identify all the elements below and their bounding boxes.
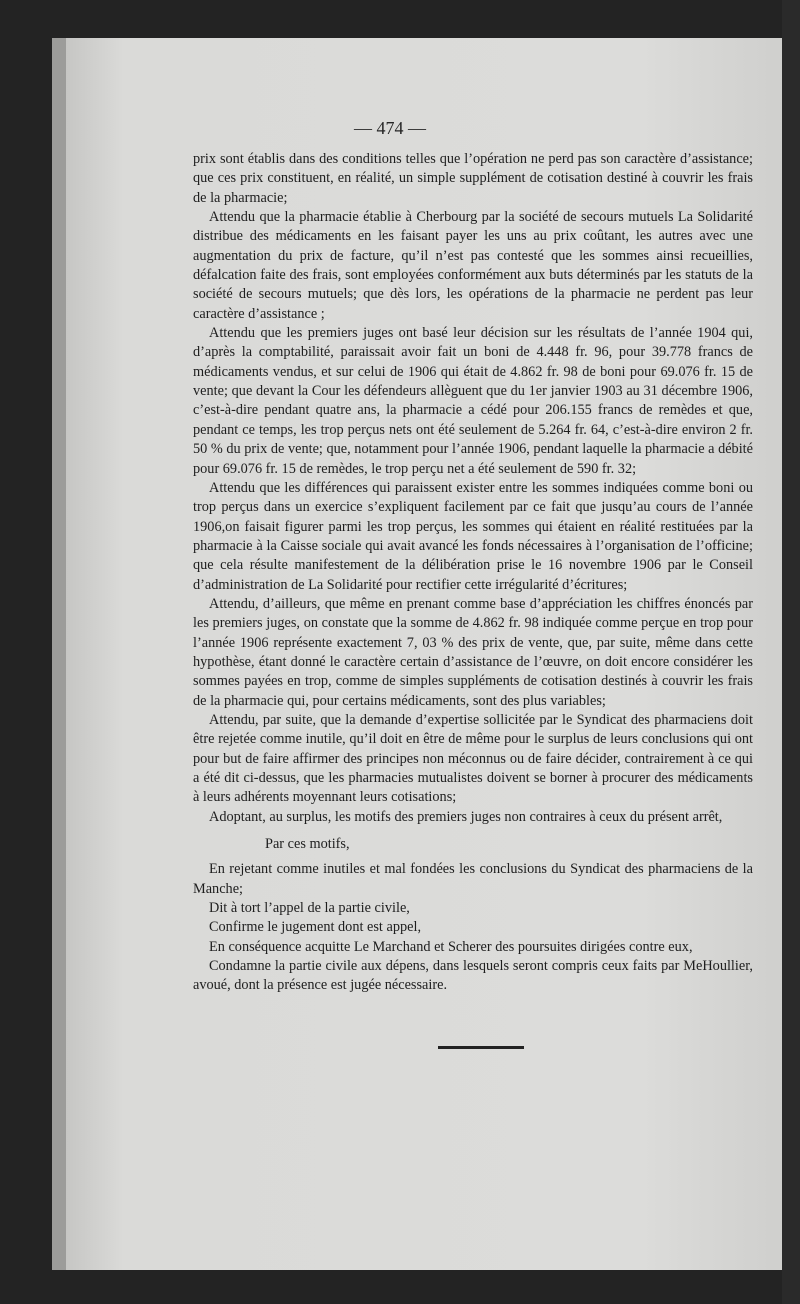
paragraph-attendu-pharmacie: Attendu que la pharmacie établie à Cherbourg par la société de secours mutuels La Solidarité distribue des médicaments en les faisant payer les uns au prix coûtant, les autres avec une augmentation du prix de facture, qu’il n’est pas contesté que les sommes ainsi recueillies, défalcation faite des frais, sont employées conformément aux buts déterminés par les statuts de la société de secours mutuels; que dès lors, les opérations de la pharmacie ne perdent pas leur caractère d’assistance ; — [193, 209, 753, 322]
scan-border — [782, 0, 800, 1304]
dispositif-acquitte: En conséquence acquitte Le Marchand et Scherer des poursuites dirigées contre eux, — [209, 938, 693, 955]
page-number: — 474 — — [354, 118, 426, 138]
dispositif-dit: Dit à tort l’appel de la partie civile, — [209, 900, 410, 917]
dispositif-condamne: Condamne la partie civile aux dépens, dans lesquels seront compris ceux faits par MeHoullier, avoué, dont la présence est jugée nécessaire. — [193, 958, 753, 994]
paragraph-attendu-ailleurs: Attendu, d’ailleurs, que même en prenant comme base d’appréciation les chiffres énoncés par les premiers juges, on constate que la somme de 4.862 fr. 98 indiquée comme perçue en trop pour l’année 1906 représente exactement 7, 03 % des prix de vente, que, par suite, même dans cette hypothèse, étant donné le caractère certain d’assistance de l’œuvre, on doit encore considérer les sommes payées en trop, comme de simples suppléments de cotisation destinés à couvrir les frais de la pharmacie qui, pour certains médicaments, sont des plus variables; — [193, 595, 753, 709]
paragraph-attendu-par-suite: Attendu, par suite, que la demande d’expertise sollicitée par le Syndicat des pharmaciens doit être rejetée comme inutile, qu’il doit en être de même pour le surplus de leurs conclusions qui ont pour but de faire affirmer des principes non méconnus ou de faire décider, contrairement à ce qui a été dit ci-dessus, que les pharmacies mutualistes doivent se borner à procurer des médicaments à leurs adhérents moyennant leurs cotisations; — [193, 711, 753, 806]
paragraph-attendu-differences: Attendu que les différences qui paraissent exister entre les sommes indiquées comme boni ou trop perçus dans un exercice s’expliquent facilement par ce fait que jusqu’au cours de l’année 1906,on faisait figurer parmi les trop perçus, les sommes qui étaient en réalité restituées par la pharmacie à la Caisse sociale qui avait avancé les fonds nécessaires à l’organisation de l’officine; que cela résulte manifestement de la délibération prise le 16 novembre 1906 par le Conseil d’administration de La Solidarité pour rectifier cette irrégularité d’écritures; — [193, 479, 753, 593]
closing-rule — [438, 1046, 524, 1049]
paragraph-adoptant: Adoptant, au surplus, les motifs des premiers juges non contraires à ceux du présent arrêt, — [209, 808, 723, 825]
motifs-heading: Par ces motifs, — [265, 836, 350, 853]
dispositif-confirme: Confirme le jugement dont est appel, — [209, 919, 422, 936]
dispositif-rejetant: En rejetant comme inutiles et mal fondées les conclusions du Syndicat des pharmaciens de la Manche; — [193, 861, 753, 897]
paragraph-attendu-premiers-juges: Attendu que les premiers juges ont basé leur décision sur les résultats de l’année 1904 qui, d’après la comptabilité, paraissait avoir fait un boni de 4.448 fr. 96, pour 39.778 francs de médicaments vendus, et sur celui de 1906 qui était de 4.862 fr. 98 de boni pour 69.076 fr. 15 de vente; que devant la Cour les défendeurs allèguent que du 1er janvier 1903 au 31 décembre 1906, c’est-à-dire pendant quatre ans, la pharmacie a cédé pour 206.155 francs de remèdes et que, pendant ce temps, les trop perçus nets ont été seulement de 5.264 fr. 64, c’est-à-dire environ 2 fr. 50 % du prix de vente; que, notamment pour l’année 1906, pendant laquelle la pharmacie a débité pour 69.076 fr. 15 de remèdes, le trop perçu net a été seulement de 590 fr. 32; — [193, 325, 753, 477]
document-body — [193, 150, 753, 996]
paragraph-continuation: prix sont établis dans des conditions telles que l’opération ne perd pas son caractère d’assistance; que ces prix constituent, en réalité, un simple supplément de cotisation destiné à couvrir les frais de la pharmacie; — [193, 151, 753, 206]
